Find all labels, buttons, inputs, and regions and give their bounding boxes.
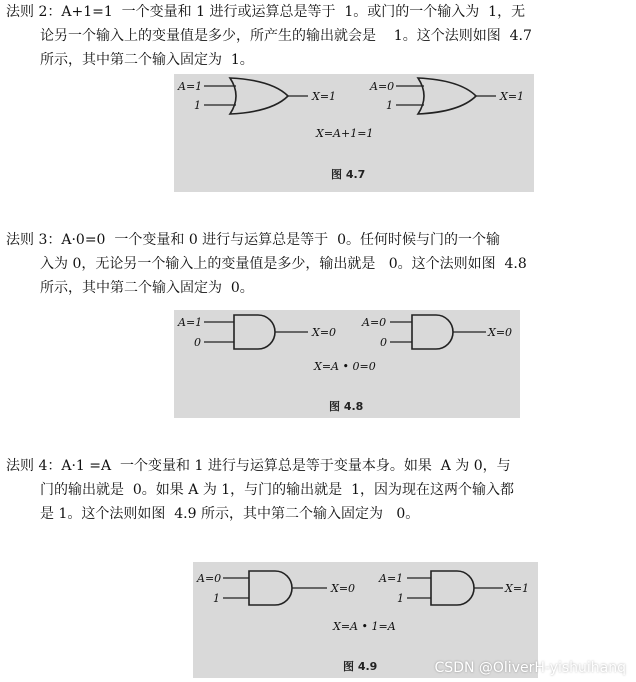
- law4-line-3: 是 1。这个法则如图 4.9 所示，其中第二个输入固定为 0。: [40, 506, 420, 522]
- law2-paragraph: [6, 0, 626, 72]
- fig49-gate1-output: X=0: [331, 582, 356, 595]
- law2-line-2: 论另一个输入上的变量值是多少，所产生的输出就会是 1。这个法则如图 4.7: [40, 28, 532, 44]
- fig48-caption: 图 4.8: [329, 400, 364, 413]
- fig47-gate1-input-b: 1: [194, 99, 201, 112]
- and-gate-1-icon: [234, 315, 275, 349]
- fig48-gate1-input-a: A=1: [178, 316, 203, 329]
- fig49-equation: X=A • 1=A: [333, 620, 396, 633]
- fig48-gate1-input-b: 0: [194, 336, 201, 349]
- and-gate-4-icon: [431, 571, 474, 605]
- or-gate-1-icon: [230, 78, 288, 114]
- law4-line-1: 法则 4：A·1 =A 一个变量和 1 进行与运算总是等于变量本身。如果 A 为 0，与: [6, 458, 511, 474]
- fig49-caption: 图 4.9: [343, 660, 378, 673]
- law2-line-3: 所示，其中第二个输入固定为 1。: [40, 52, 254, 68]
- fig47-equation: X=A+1=1: [316, 127, 374, 140]
- fig49-gate2-input-a: A=1: [379, 572, 404, 585]
- fig47-gate2-input-a: A=0: [370, 80, 395, 93]
- fig47-gate1-input-a: A=1: [178, 80, 203, 93]
- fig49-gate1-input-a: A=0: [197, 572, 222, 585]
- figure-4-7: [174, 74, 534, 192]
- fig47-gate1-output: X=1: [312, 90, 337, 103]
- and-gate-3-icon: [249, 571, 292, 605]
- fig48-gate2-input-b: 0: [380, 336, 387, 349]
- fig49-gate2-input-b: 1: [397, 592, 404, 605]
- fig49-gate2-output: X=1: [505, 582, 530, 595]
- or-gate-2-icon: [418, 78, 476, 114]
- fig48-gate2-output: X=0: [488, 326, 513, 339]
- fig48-gate2-input-a: A=0: [362, 316, 387, 329]
- figure-4-8: [174, 310, 520, 418]
- fig47-gate2-output: X=1: [500, 90, 525, 103]
- fig47-caption: 图 4.7: [331, 168, 366, 181]
- law3-line-3: 所示，其中第二个输入固定为 0。: [40, 280, 254, 296]
- csdn-watermark: CSDN @OliverH-yishuihanq: [434, 660, 626, 676]
- fig48-equation: X=A • 0=0: [314, 360, 376, 373]
- law2-line-1: 法则 2：A+1=1 一个变量和 1 进行或运算总是等于 1。或门的一个输入为 1，无: [6, 4, 526, 20]
- fig47-gate2-input-b: 1: [386, 99, 393, 112]
- law4-line-2: 门的输出就是 0。如果 A 为 1，与门的输出就是 1，因为现在这两个输入都: [40, 482, 514, 498]
- law3-line-1: 法则 3：A·0=0 一个变量和 0 进行与运算总是等于 0。任何时候与门的一个输: [6, 232, 500, 248]
- fig48-gate1-output: X=0: [312, 326, 337, 339]
- law4-paragraph: [6, 454, 626, 526]
- and-gate-2-icon: [412, 315, 453, 349]
- law3-line-2: 入为 0，无论另一个输入上的变量值是多少，输出就是 0。这个法则如图 4.8: [40, 256, 527, 272]
- law3-paragraph: [6, 228, 626, 300]
- fig49-gate1-input-b: 1: [213, 592, 220, 605]
